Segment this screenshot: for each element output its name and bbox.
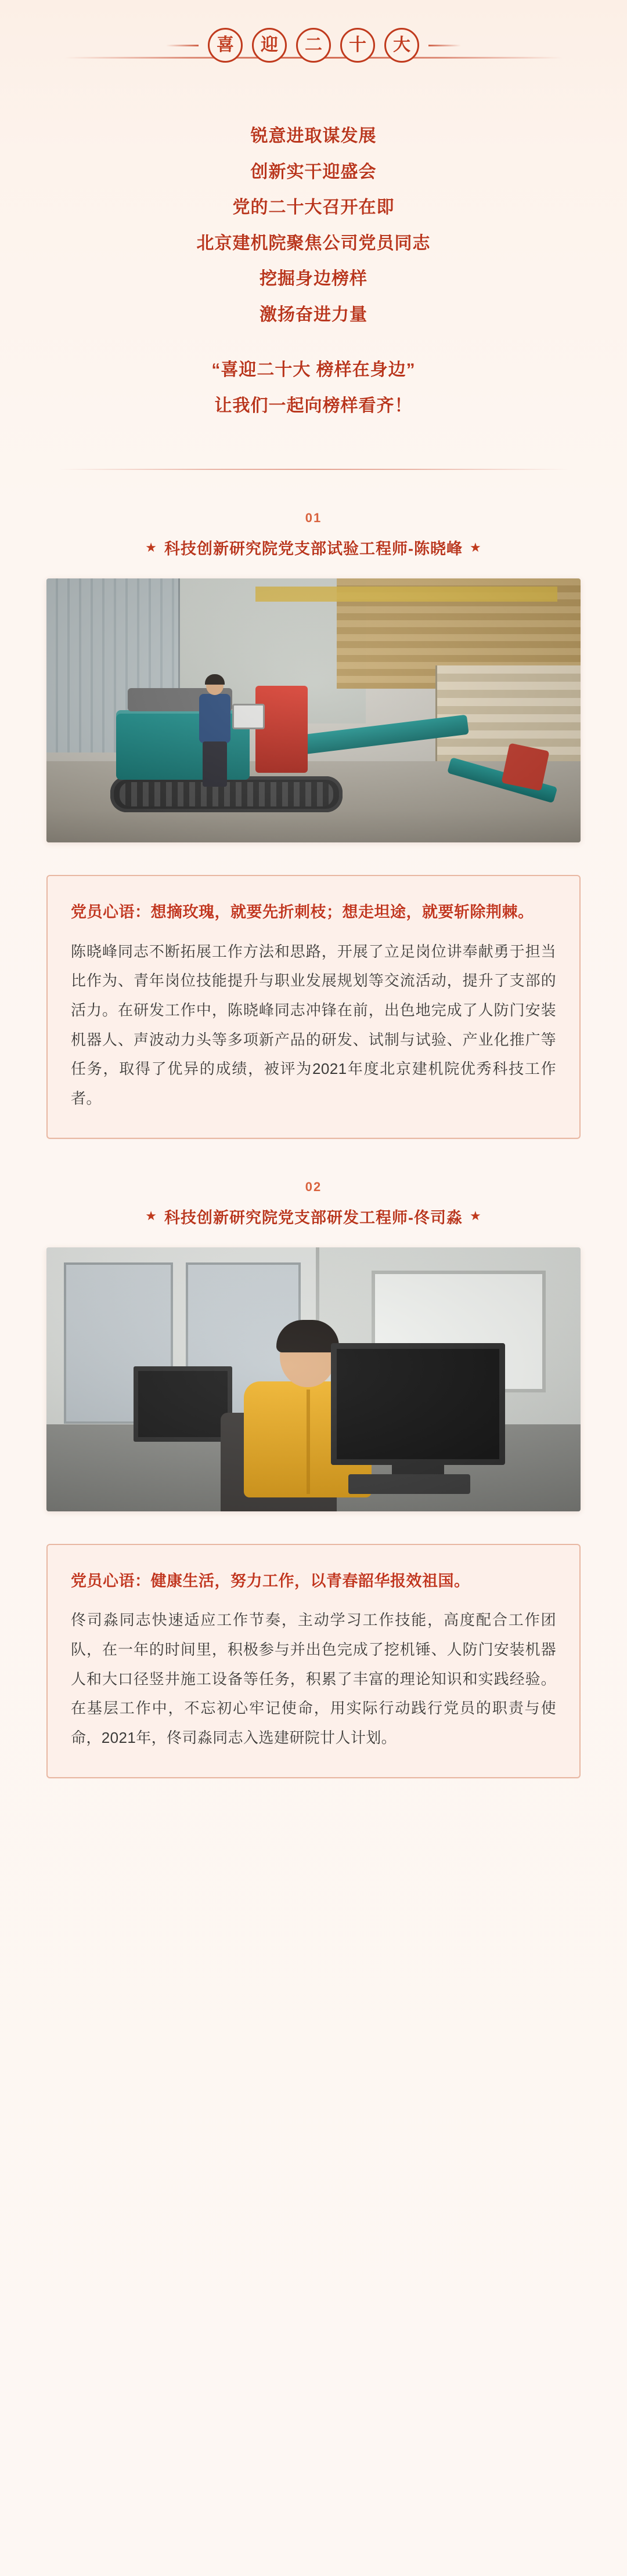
photo-scene-office — [46, 1247, 581, 1511]
section-number-1: 01 — [305, 511, 322, 525]
intro-divider — [58, 469, 569, 470]
intro-spacer — [64, 332, 563, 352]
section-title-2 — [0, 1205, 627, 1228]
intro-quote-1: “喜迎二十大 榜样在身边” — [211, 360, 416, 379]
intro-line-6: 激扬奋进力量 — [260, 305, 367, 324]
person-section-1 — [0, 511, 627, 1139]
person-photo-1 — [46, 578, 581, 842]
star-icon: ★ — [470, 1209, 482, 1224]
intro-quote-2: 让我们一起向榜样看齐！ — [214, 396, 413, 415]
section-title-text-1: 科技创新研究院党支部试验工程师-陈晓峰 — [164, 540, 463, 558]
star-icon: ★ — [145, 540, 157, 555]
badge-flank-left — [166, 45, 199, 46]
person-photo-2 — [46, 1247, 581, 1511]
seal-char-5: 大 — [384, 28, 419, 63]
intro-line-4: 北京建机院聚焦公司党员同志 — [196, 233, 431, 253]
card-lead-1: 党员心语：想摘玫瑰，就要先折刺枝；想走坦途，就要斩除荆棘。 — [71, 903, 534, 921]
badge-flank-right — [428, 45, 461, 46]
section-title-1 — [0, 536, 627, 559]
star-icon: ★ — [145, 1209, 157, 1224]
intro-line-3: 党的二十大召开在即 — [232, 198, 395, 217]
intro-line-1: 锐意进取谋发展 — [250, 126, 377, 146]
person-card-2 — [46, 1544, 581, 1778]
seal-char-1: 喜 — [208, 28, 243, 63]
seal-char-4: 十 — [340, 28, 375, 63]
person-card-1 — [46, 875, 581, 1139]
seal-char-2: 迎 — [252, 28, 287, 63]
badge-row — [152, 28, 475, 63]
card-body-1: 陈晓峰同志不断拓展工作方法和思路，开展了立足岗位讲奉献勇于担当比作为、青年岗位技能提升与职业发展规划等交流活动，提升了支部的活力。在研发工作中，陈晓峰同志冲锋在前，出色地完成了人防门安装机器人、声波动力头等多项新产品的研发、试制与试验、产业化推广等任务，取得了优异的成绩，被评为2021年度北京建机院优秀科技工作者。 — [71, 942, 556, 1108]
person-section-2 — [0, 1180, 627, 1778]
intro-line-5: 挖掘身边榜样 — [260, 269, 367, 288]
photo-scene-construction — [46, 578, 581, 842]
header-banner — [0, 0, 627, 63]
intro-line-2: 创新实干迎盛会 — [250, 162, 377, 182]
star-icon: ★ — [470, 540, 482, 555]
card-lead-2: 党员心语：健康生活，努力工作，以青春韶华报效祖国。 — [71, 1572, 470, 1590]
section-title-text-2: 科技创新研究院党支部研发工程师-佟司淼 — [164, 1209, 463, 1227]
intro-block — [64, 118, 563, 424]
section-number-2: 02 — [305, 1179, 322, 1194]
card-body-2: 佟司淼同志快速适应工作节奏，主动学习工作技能，高度配合工作团队，在一年的时间里，积极参与并出色完成了挖机锤、人防门安装机器人和大口径竖井施工设备等任务，积累了丰富的理论知识和实践经验。在基层工作中，不忘初心牢记使命，用实际行动践行党员的职责与使命，2021年，佟司淼同志入选建研院廿人计划。 — [71, 1611, 556, 1747]
seal-char-3: 二 — [296, 28, 331, 63]
